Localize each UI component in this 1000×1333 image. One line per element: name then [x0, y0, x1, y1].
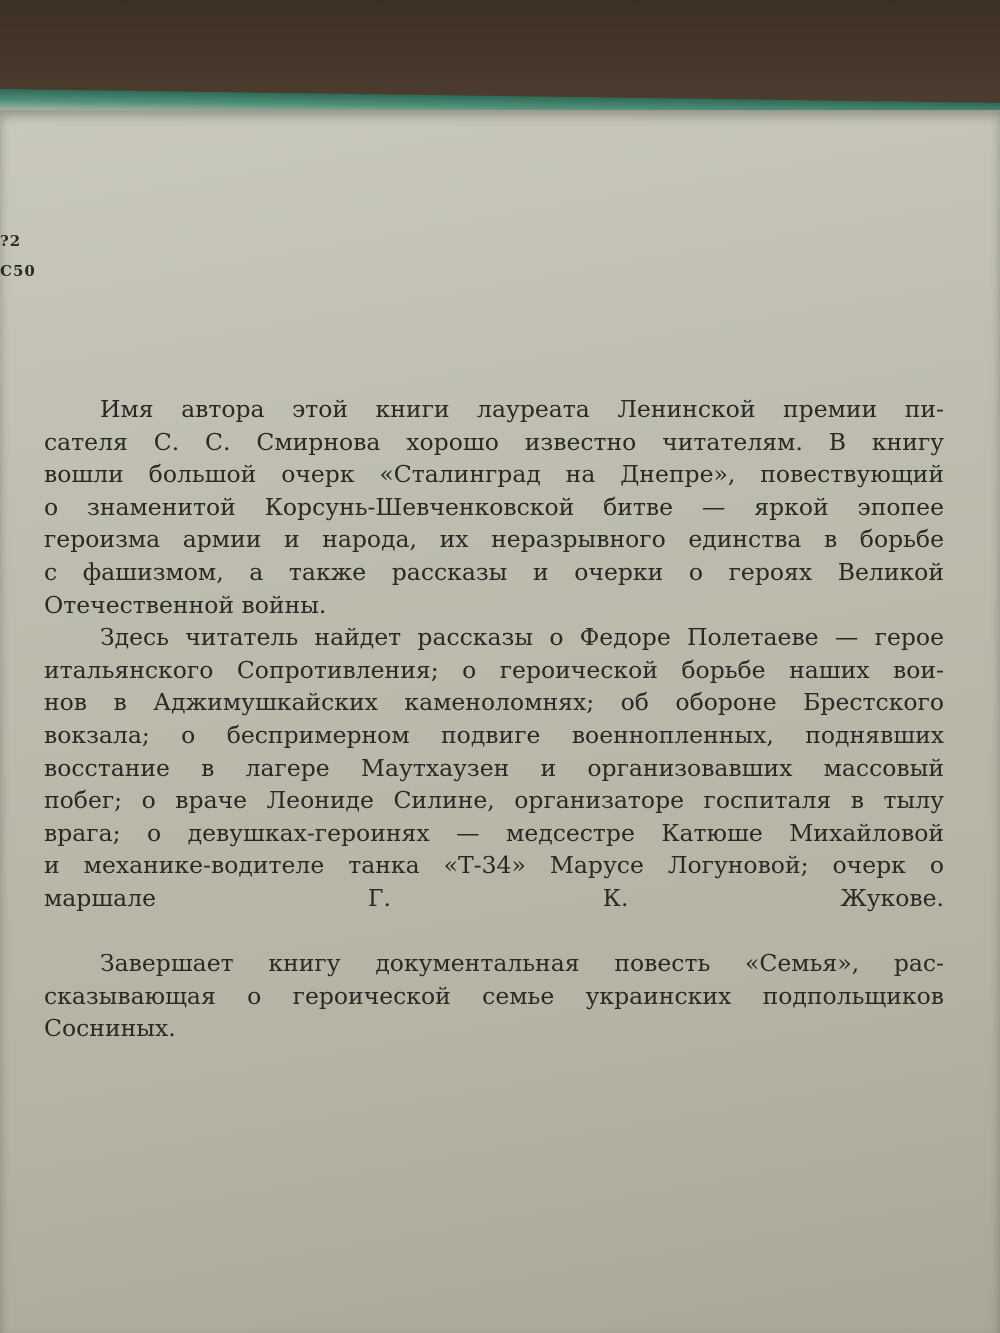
text-line: восстание в лагере Маутхаузен и организовавших массовый: [44, 753, 944, 782]
text-line: вошли большой очерк «Сталинград на Днепре», повествующий: [44, 460, 944, 489]
text-line: героизма армии и народа, их неразрывного единства в борьбе: [44, 525, 944, 554]
text-line: Здесь читатель найдет рассказы о Федоре Полетаеве — герое: [100, 623, 944, 652]
text-line: побег; о враче Леониде Силине, организаторе госпиталя в тылу: [44, 786, 944, 815]
text-line: врага; о девушках-героинях — медсестре Катюше Михайловой: [44, 818, 944, 847]
side-mark-top: ?2: [0, 232, 22, 250]
text-line: вокзала; о беспримерном подвиге военнопленных, поднявших: [44, 720, 944, 749]
text-line: сказывающая о героической семье украинских подпольщиков: [44, 981, 944, 1010]
text-line: Завершает книгу документальная повесть «Семья», рас-: [100, 949, 944, 978]
text-line: Сосниных.: [44, 1014, 176, 1043]
text-line: нов в Аджимушкайских каменоломнях; об обороне Брестского: [44, 688, 944, 717]
text-line: о знаменитой Корсунь-Шевченковской битве — яркой эпопее: [44, 492, 944, 521]
text-line: с фашизмом, а также рассказы и очерки о героях Великой: [44, 557, 944, 586]
annotation-text: [44, 393, 944, 1045]
text-line: и механике-водителе танка «Т-34» Марусе Логуновой; очерк о: [44, 851, 944, 880]
text-line: итальянского Сопротивления; о героической борьбе наших вои-: [44, 655, 944, 684]
text-line: [44, 915, 944, 948]
text-line: Отечественной войны.: [44, 590, 327, 619]
text-line: маршале Г. К. Жукове.: [44, 883, 944, 912]
text-line: Имя автора этой книги лауреата Ленинской премии пи-: [100, 395, 944, 423]
side-mark-bottom: С50: [0, 262, 36, 280]
text-line: сателя С. С. Смирнова хорошо известно читателям. В книгу: [44, 427, 944, 456]
